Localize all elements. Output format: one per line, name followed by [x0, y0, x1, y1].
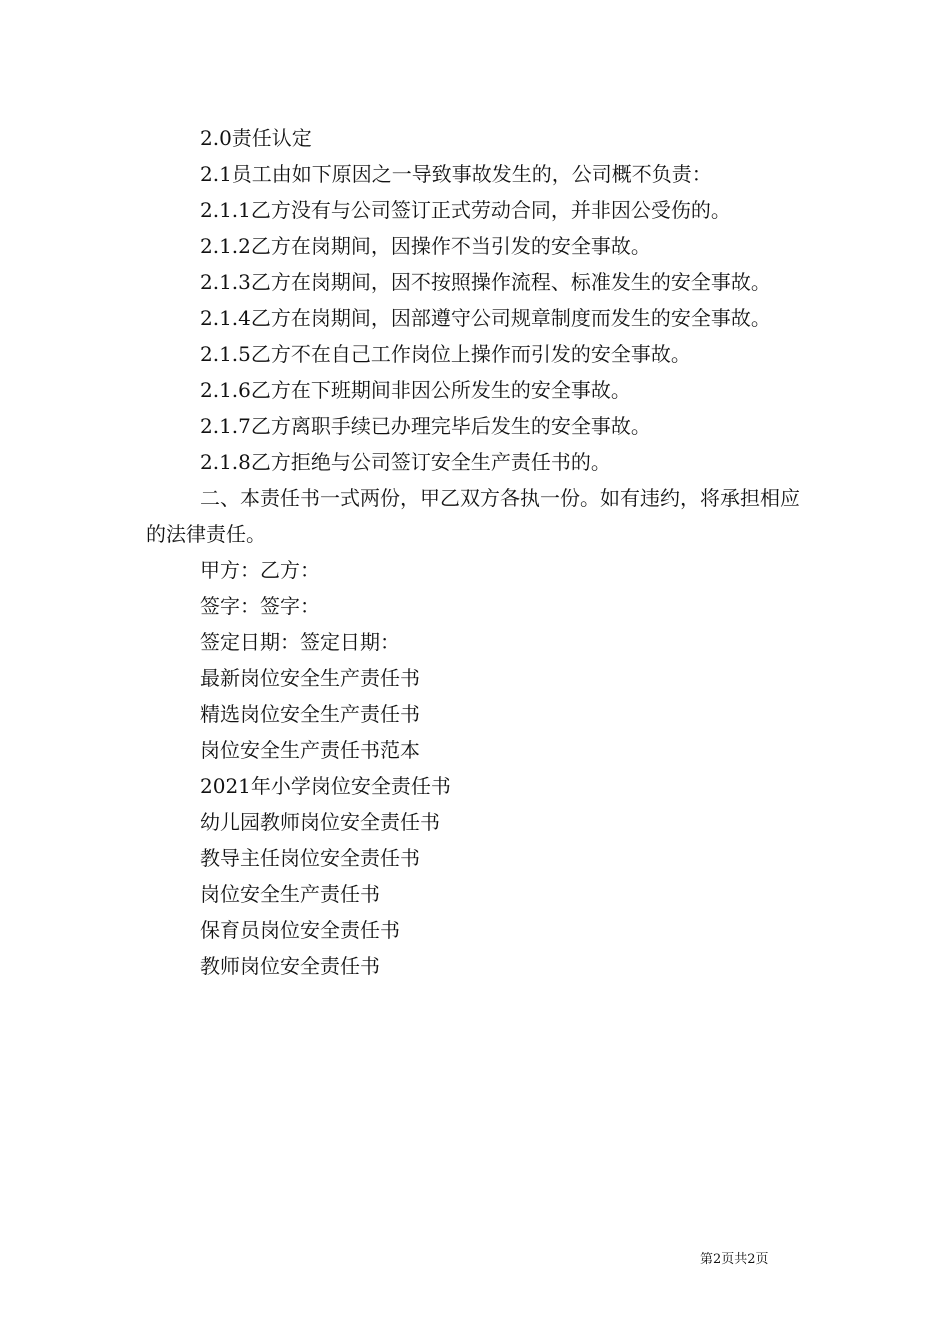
clause-two: 二、本责任书一式两份，甲乙双方各执一份。如有违约，将承担相应的法律责任。	[146, 486, 800, 546]
section-heading: 2.0责任认定	[200, 126, 312, 150]
clause-2-1-3: 2.1.3乙方在岗期间，因不按照操作流程、标准发生的安全事故。	[200, 270, 771, 294]
clause-2-1-6: 2.1.6乙方在下班期间非因公所发生的安全事故。	[200, 378, 631, 402]
related-title: 岗位安全生产责任书范本	[200, 738, 420, 762]
clause-2-1-7: 2.1.7乙方离职手续已办理完毕后发生的安全事故。	[200, 414, 651, 438]
page-number: 第2页共2页	[700, 1252, 769, 1267]
related-title: 最新岗位安全生产责任书	[200, 666, 420, 690]
clause-2-1-4: 2.1.4乙方在岗期间，因部遵守公司规章制度而发生的安全事故。	[200, 306, 771, 330]
party-line: 甲方：乙方：	[200, 558, 320, 582]
related-title: 岗位安全生产责任书	[200, 882, 380, 906]
sign-date-line: 签定日期：签定日期：	[200, 630, 400, 654]
clause-2-1-8: 2.1.8乙方拒绝与公司签订安全生产责任书的。	[200, 450, 611, 474]
clause-2-1-2: 2.1.2乙方在岗期间，因操作不当引发的安全事故。	[200, 234, 651, 258]
related-title: 教导主任岗位安全责任书	[200, 846, 420, 870]
related-title: 保育员岗位安全责任书	[200, 918, 400, 942]
clause-2-1: 2.1员工由如下原因之一导致事故发生的，公司概不负责：	[200, 162, 712, 186]
related-title: 2021年小学岗位安全责任书	[200, 774, 451, 798]
related-title: 精选岗位安全生产责任书	[200, 702, 420, 726]
clause-2-1-5: 2.1.5乙方不在自己工作岗位上操作而引发的安全事故。	[200, 342, 691, 366]
related-title: 教师岗位安全责任书	[200, 954, 380, 978]
clause-2-1-1: 2.1.1乙方没有与公司签订正式劳动合同，并非因公受伤的。	[200, 198, 731, 222]
related-title: 幼儿园教师岗位安全责任书	[200, 810, 440, 834]
signature-line: 签字：签字：	[200, 594, 320, 618]
document-body	[146, 120, 810, 984]
